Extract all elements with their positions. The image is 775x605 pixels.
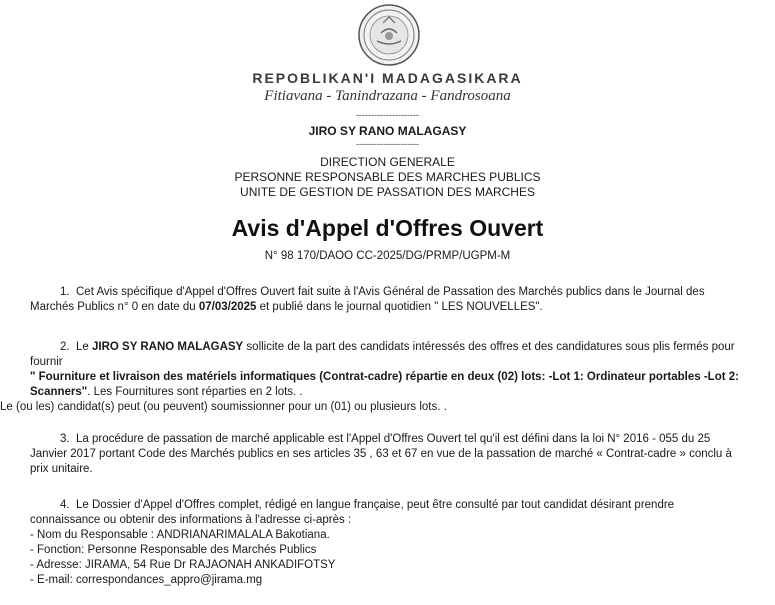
direction-line: UNITE DE GESTION DE PASSATION DES MARCHES <box>240 185 535 199</box>
paragraph-text: Le <box>76 341 92 353</box>
separator-line: --------------------- <box>356 139 419 149</box>
paragraph-4 <box>30 498 745 588</box>
paragraph-text: Cet Avis spécifique d'Appel d'Offres Ouvert fait suite à l'Avis Général de Passation des Marchés publics dans le Journal des Marchés Publics n° 0 en date du <box>30 286 705 313</box>
direction-line: DIRECTION GENERALE <box>320 155 455 169</box>
contact-line: - Nom du Responsable : ANDRIANARIMALALA Bakotiana. <box>30 529 330 541</box>
paragraph-1 <box>30 285 745 315</box>
paragraph-number: 3. <box>60 433 70 445</box>
paragraph-text: sollicite de la part des candidats intéressés des offres et des candidatures sous plis fermés pour fournir <box>30 341 735 368</box>
paragraph-text: La procédure de passation de marché applicable est l'Appel d'Offres Ouvert tel qu'il est défini dans la loi N° 2016 - 055 du 25 Janvier 2017 portant Code des Marchés publics en ses articles 35 , 63 et 67 en vue de la passation de marché « Contrat-cadre » conclu à prix unitaire. <box>30 433 732 475</box>
reference-number: N° 98 170/DAOO CC-2025/DG/PRMP/UGPM-M <box>264 250 511 262</box>
company-name-inline: JIRO SY RANO MALAGASY <box>92 341 244 353</box>
procurement-object: " Fourniture et livraison des matériels informatiques (Contrat-cadre) répartie en deux (02) lots: -Lot 1: Ordinateur portables -Lot 2: Scanners" <box>30 371 739 398</box>
contact-line: - Fonction: Personne Responsable des Marchés Publics <box>30 544 317 556</box>
paragraph-text: et publié dans le journal quotidien " LES NOUVELLES". <box>256 301 543 313</box>
paragraph-text: . Les Fournitures sont réparties en 2 lots. . <box>87 386 303 398</box>
paragraph-number: 2. <box>60 341 70 353</box>
paragraph-text: Le Dossier d'Appel d'Offres complet, rédigé en langue française, peut être consulté par tout candidat désirant prendre connaissance ou obtenir des informations à l'adresse ci-après : <box>30 499 675 526</box>
paragraph-2 <box>0 340 745 415</box>
national-motto: Fitiavana - Tanindrazana - Fandrosoana <box>264 88 511 104</box>
madagascar-seal-icon <box>357 3 421 67</box>
paragraph-text: Le (ou les) candidat(s) peut (ou peuvent) soumissionner pour un (01) ou plusieurs lots. . <box>0 401 447 413</box>
contact-line: - E-mail: correspondances_appro@jirama.mg <box>30 574 263 586</box>
republic-name: REPOBLIKAN'I MADAGASIKARA <box>252 70 523 86</box>
company-name: JIRO SY RANO MALAGASY <box>308 124 467 138</box>
paragraph-number: 4. <box>60 499 70 511</box>
paragraph-3 <box>30 432 745 477</box>
contact-line: - Adresse: JIRAMA, 54 Rue Dr RAJAONAH ANKADIFOTSY <box>30 559 336 571</box>
direction-line: PERSONNE RESPONSABLE DES MARCHES PUBLICS <box>234 170 541 184</box>
separator-line: --------------------- <box>356 110 419 120</box>
document-title: Avis d'Appel d'Offres Ouvert <box>231 215 544 241</box>
paragraph-number: 1. <box>60 286 70 298</box>
publication-date: 07/03/2025 <box>198 301 257 313</box>
